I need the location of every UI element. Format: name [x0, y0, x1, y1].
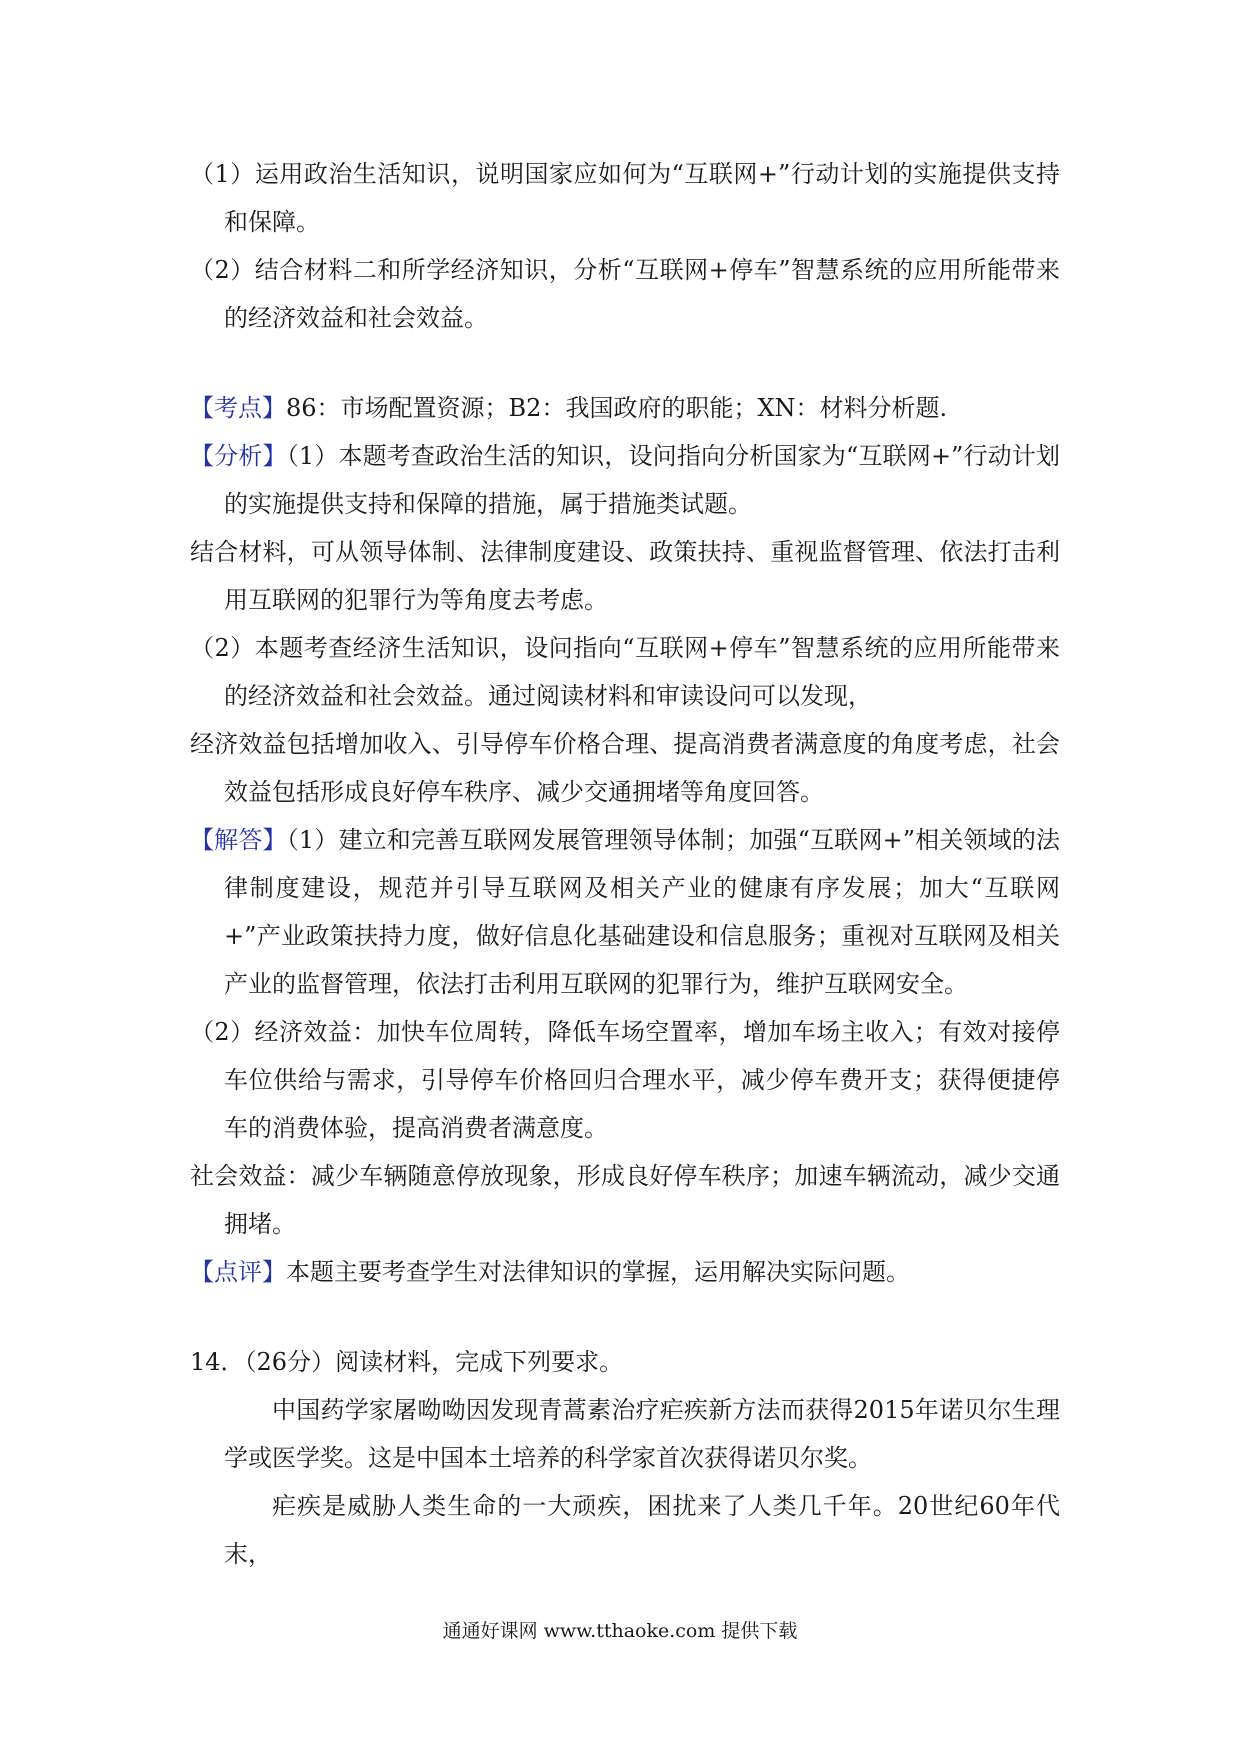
question-2: （2）结合材料二和所学经济知识，分析“互联网+停车”智慧系统的应用所能带来的经济效益和社会效益。: [190, 256, 1060, 332]
fenxi-section: [190, 432, 1060, 528]
fenxi-paragraph-4: 经济效益包括增加收入、引导停车价格合理、提高消费者满意度的角度考虑，社会效益包括形成良好停车秩序、减少交通拥堵等角度回答。: [190, 730, 1060, 806]
fenxi-paragraph-2: 结合材料，可从领导体制、法律制度建设、政策扶持、重视监督管理、依法打击利用互联网的犯罪行为等角度去考虑。: [190, 538, 1060, 614]
document-body: [190, 150, 1060, 1578]
dianping-section: [190, 1248, 1060, 1296]
fenxi-text-1: （1）本题考查政治生活的知识，设问指向分析国家为“互联网+”行动计划的实施提供支持和保障的措施，属于措施类试题。: [224, 442, 1061, 518]
jieda-paragraph-2: （2）经济效益：加快车位周转，降低车场空置率，增加车场主收入；有效对接停车位供给与需求，引导停车价格回归合理水平，减少停车费开支；获得便捷停车的消费体验，提高消费者满意度。: [190, 1018, 1060, 1142]
question-14-material-2: 疟疾是威胁人类生命的一大顽疾，困扰来了人类几千年。20世纪60年代末，: [224, 1492, 1060, 1568]
question-1: （1）运用政治生活知识，说明国家应如何为“互联网+”行动计划的实施提供支持和保障。: [190, 160, 1060, 236]
spacer: [190, 342, 1060, 384]
fenxi-paragraph-3: （2）本题考查经济生活知识，设问指向“互联网+停车”智慧系统的应用所能带来的经济效益和社会效益。通过阅读材料和审读设问可以发现，: [190, 634, 1060, 710]
dianping-tag: 【点评】: [190, 1258, 286, 1286]
fenxi-tag: 【分析】: [190, 442, 287, 470]
jieda-paragraph-3: 社会效益：减少车辆随意停放现象，形成良好停车秩序；加速车辆流动，减少交通拥堵。: [190, 1162, 1060, 1238]
question-14-title: 14．（26分）阅读材料，完成下列要求。: [190, 1348, 624, 1376]
jieda-tag: 【解答】: [190, 826, 287, 854]
page-footer: 通通好课网 www.tthaoke.com 提供下载: [442, 1620, 798, 1642]
dianping-text: 本题主要考查学生对法律知识的掌握，运用解决实际问题。: [286, 1258, 910, 1286]
jieda-section: [190, 816, 1060, 1008]
kaodian-text: 86：市场配置资源；B2：我国政府的职能；XN：材料分析题.: [286, 394, 948, 422]
kaodian-section: [190, 384, 1060, 432]
jieda-text-1: （1）建立和完善互联网发展管理领导体制；加强“互联网+”相关领域的法律制度建设，规范并引导互联网及相关产业的健康有序发展；加大“互联网+”产业政策扶持力度，做好信息化基础建设和信息服务；重视对互联网及相关产业的监督管理，依法打击利用互联网的犯罪行为，维护互联网安全。: [224, 826, 1061, 998]
kaodian-tag: 【考点】: [190, 394, 286, 422]
question-14-material-1: 中国药学家屠呦呦因发现青蒿素治疗疟疾新方法而获得2015年诺贝尔生理学或医学奖。这是中国本土培养的科学家首次获得诺贝尔奖。: [224, 1396, 1060, 1472]
spacer: [190, 1296, 1060, 1338]
